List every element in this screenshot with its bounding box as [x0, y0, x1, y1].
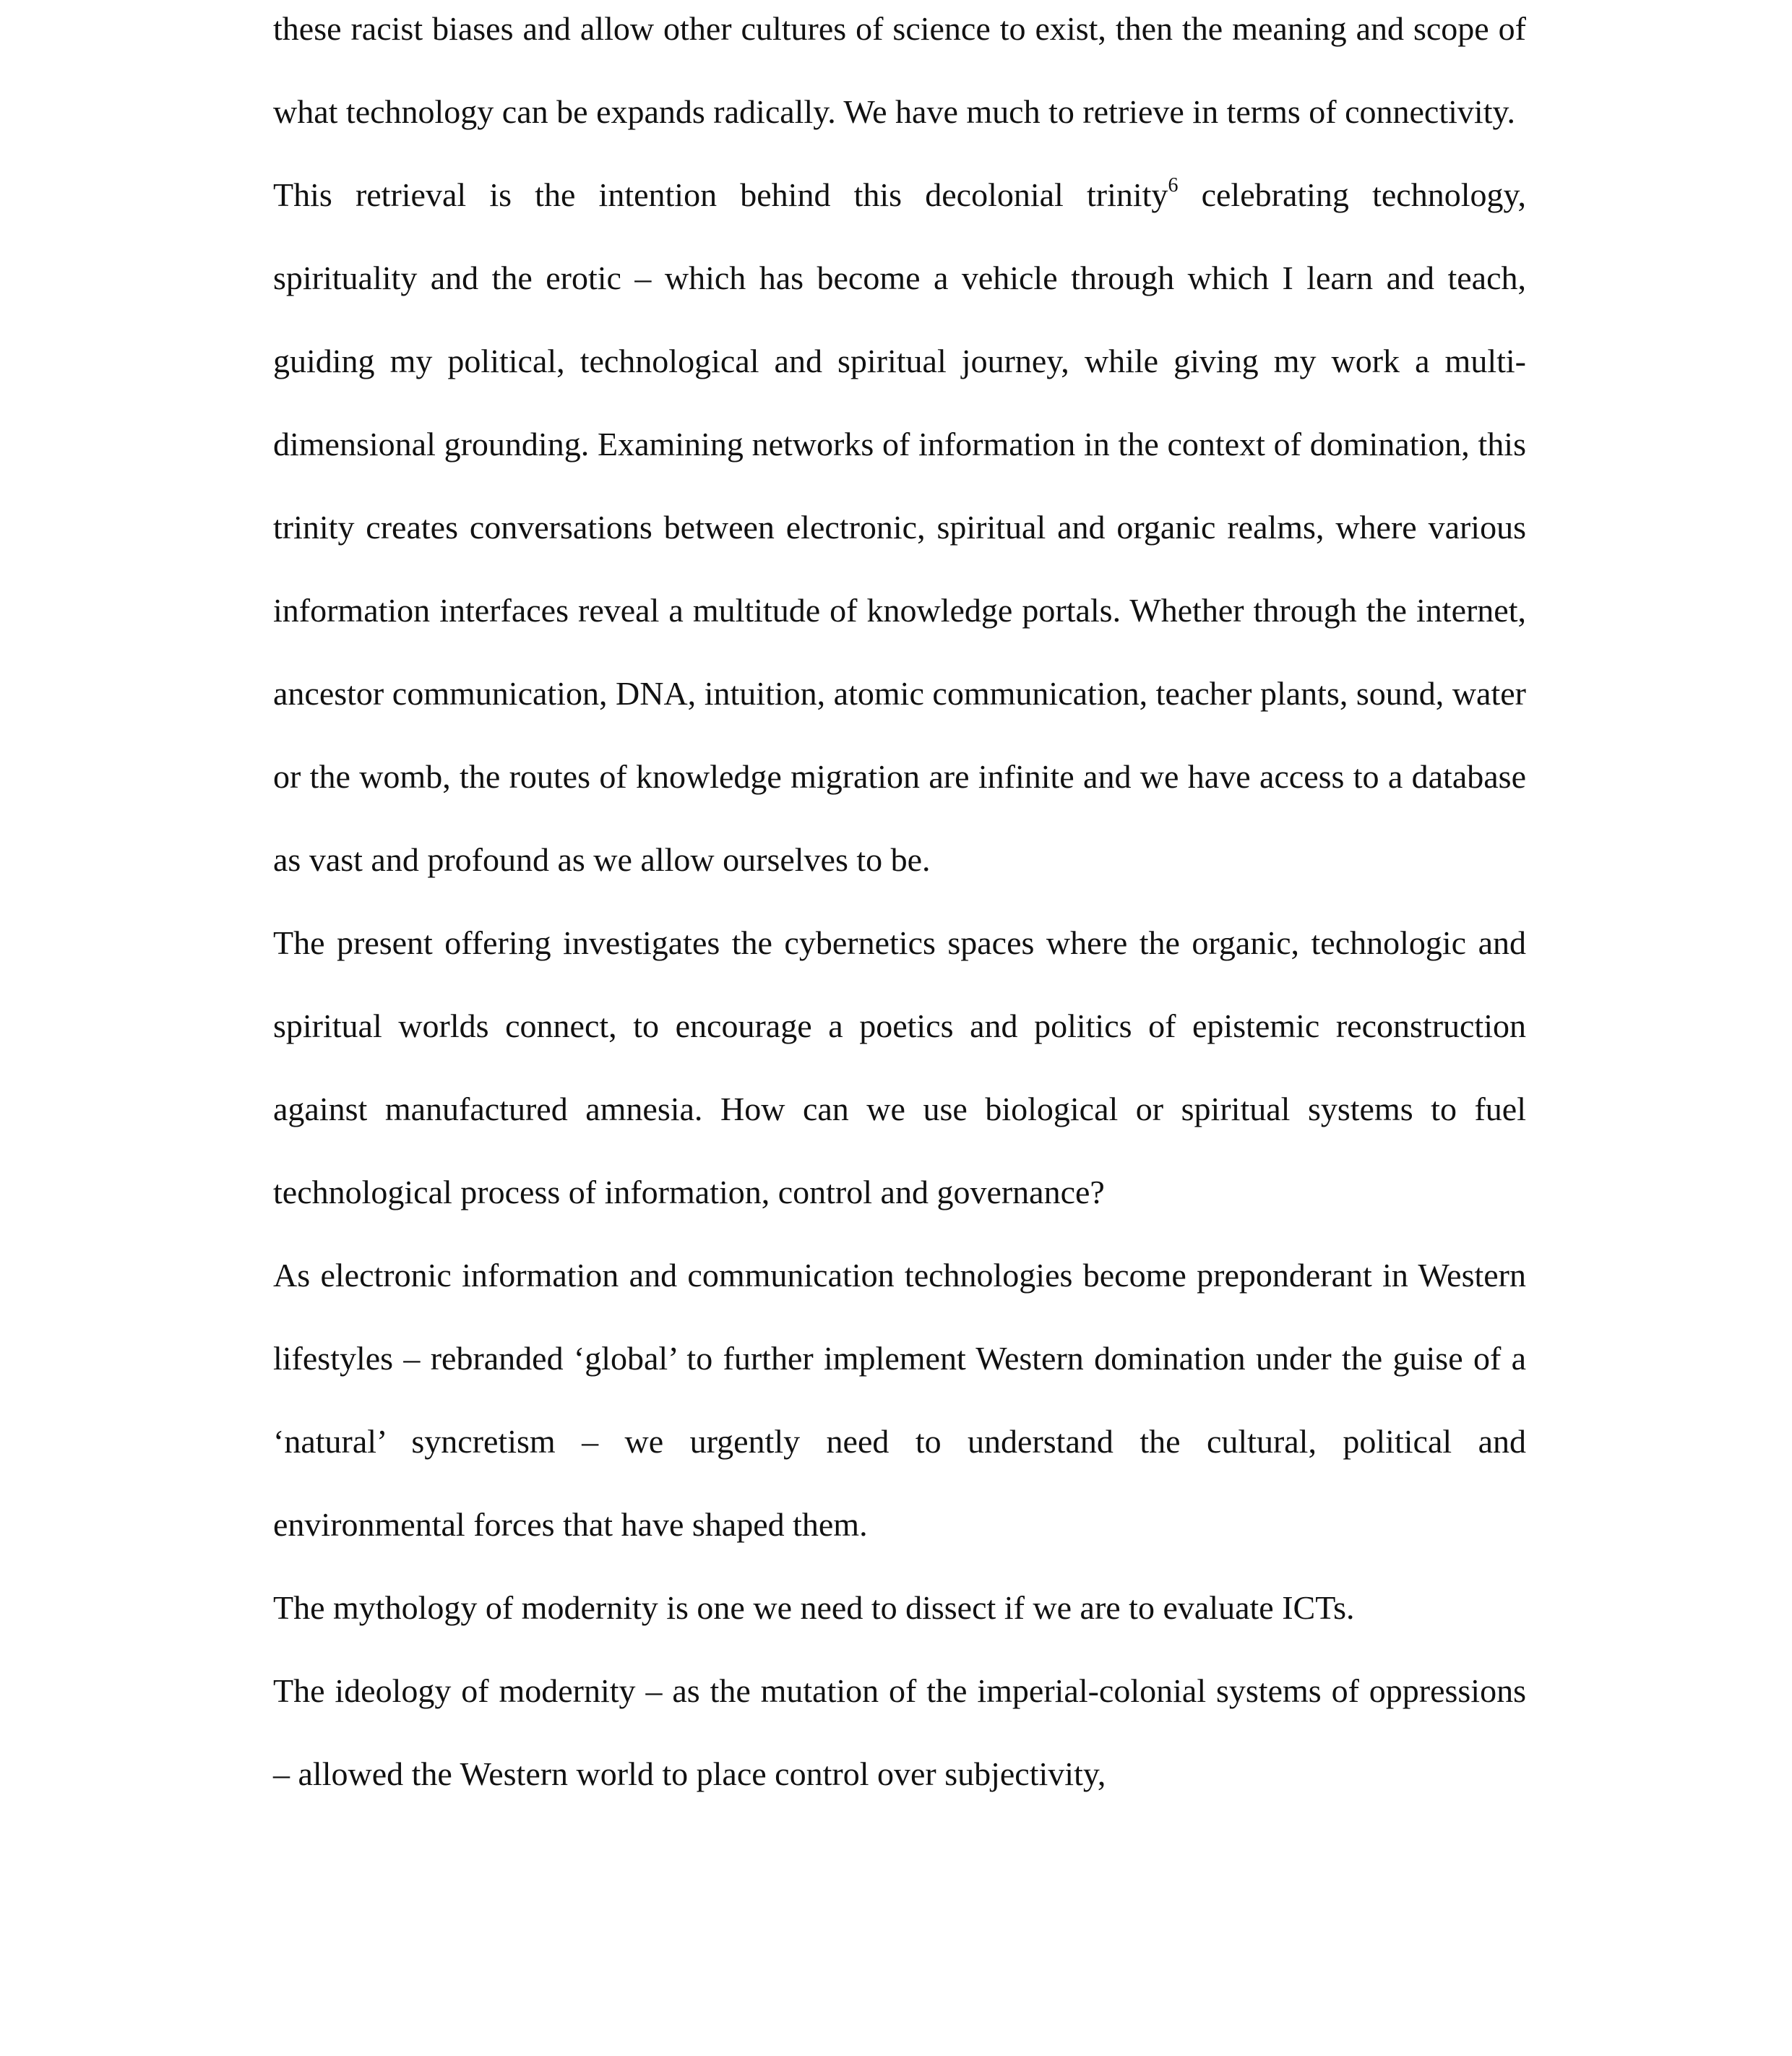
paragraph-decolonial-trinity [273, 153, 1526, 901]
paragraph-ideology-of-modernity: The ideology of modernity – as the mutation of the imperial-colonial systems of oppressions – allowed the Western world to place control over subjectivity, [273, 1672, 1526, 1792]
paragraph-ict-preponderance: As electronic information and communication technologies become preponderant in Western lifestyles – rebranded ‘global’ to further implement Western domination under the guise of a ‘natural’ syncretism – we urgently need to understand the cultural, political and environmental forces that have shaped them. [273, 1257, 1526, 1543]
paragraph-continuation: these racist biases and allow other cultures of science to exist, then the meaning and scope of what technology can be expands radically. We have much to retrieve in terms of connectivity. [273, 10, 1526, 130]
footnote-reference[interactable]: 6 [1168, 173, 1179, 197]
paragraph-text-before-footnote: This retrieval is the intention behind this decolonial trinity [273, 176, 1168, 213]
body-text [273, 0, 1526, 1815]
paragraph-text-after-footnote: celebrating technology, spirituality and the erotic – which has become a vehicle through which I learn and teach, guiding my political, technological and spiritual journey, while giving my work a multi-dimensional grounding. Examining networks of information in the context of domination, this trinity creates conversations between electronic, spiritual and organic realms, where various information interfaces reveal a multitude of knowledge portals. Whether through the internet, ancestor communication, DNA, intuition, atomic communication, teacher plants, sound, water or the womb, the routes of knowledge migration are infinite and we have access to a database as vast and profound as we allow ourselves to be. [273, 176, 1526, 878]
paragraph-mythology-of-modernity: The mythology of modernity is one we need to dissect if we are to evaluate ICTs. [273, 1589, 1355, 1626]
paragraph-cybernetics-spaces: The present offering investigates the cybernetics spaces where the organic, technologic and spiritual worlds connect, to encourage a poetics and politics of epistemic reconstruction against manufactured amnesia. How can we use biological or spiritual systems to fuel technological process of information, control and governance? [273, 924, 1526, 1210]
